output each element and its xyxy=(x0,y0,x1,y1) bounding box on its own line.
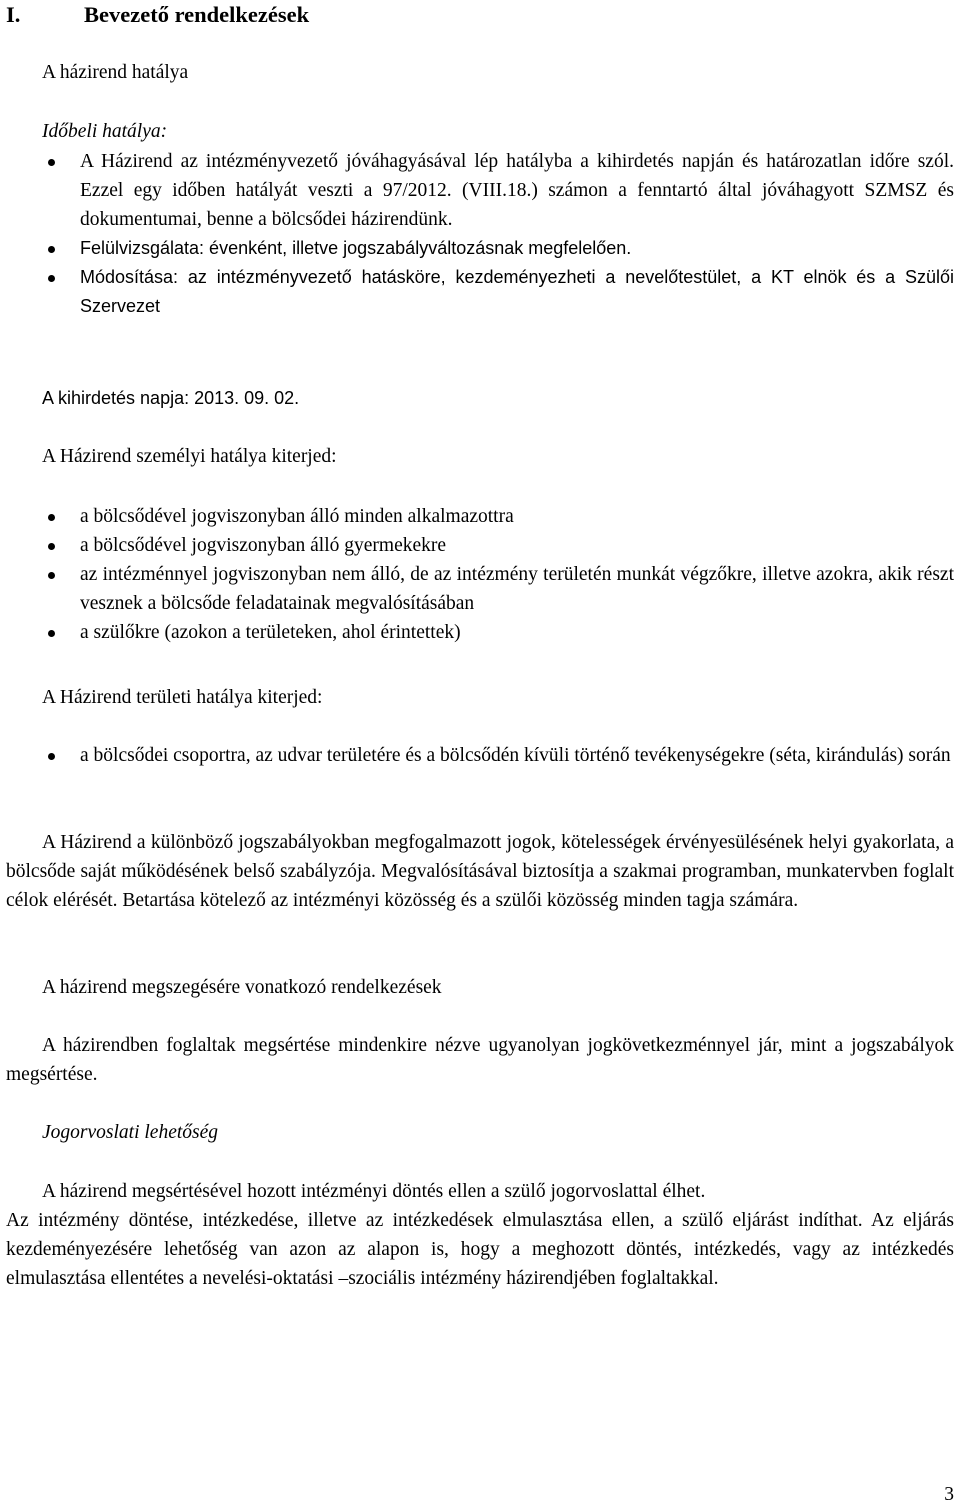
chapter-heading xyxy=(6,0,309,29)
personal-scope-list xyxy=(42,502,954,647)
purpose-paragraph: A Házirend a különböző jogszabályokban megfogalmazott jogok, kötelességek érvényesülésének helyi gyakorlata, a bölcsőde saját működésének belső szabályzója. Megvalósításával biztosítja a szakmai programban, munkatervben foglalt célok elérését. Betartása kötelező az intézményi közösség és a szülői közösség minden tagja számára. xyxy=(6,832,954,911)
list-item: a bölcsődével jogviszonyban álló gyermekekre xyxy=(42,531,954,560)
territorial-scope-label: A Házirend területi hatálya kiterjed: xyxy=(42,687,323,708)
territorial-scope-list xyxy=(42,741,954,770)
violation-text: A házirendben foglaltak megsértése mindenkire nézve ugyanolyan jogkövetkezménnyel jár, mint a jogszabályok megsértése. xyxy=(6,1035,954,1085)
time-scope-list xyxy=(42,147,954,321)
page-number: 3 xyxy=(944,1484,954,1505)
list-item: az intézménnyel jogviszonyban nem álló, de az intézmény területén munkát végzőkre, illetve azokra, akik részt vesznek a bölcsőde feladatainak megvalósításában xyxy=(42,560,954,618)
list-item: Felülvizsgálata: évenként, illetve jogszabályváltozásnak megfelelően. xyxy=(42,234,954,263)
list-item: a szülőkre (azokon a területeken, ahol érintettek) xyxy=(42,618,954,647)
list-item: Módosítása: az intézményvezető hatásköre, kezdeményezheti a nevelőtestület, a KT elnök és a Szülői Szervezet xyxy=(42,263,954,321)
list-item: a bölcsődével jogviszonyban álló minden alkalmazottra xyxy=(42,502,954,531)
remedy-text: Az intézmény döntése, intézkedése, illetve az intézkedések elmulasztása ellen, a szülő eljárást indíthat. Az eljárás kezdeményezésére lehetőség van azon az alapon is, hogy a meghozott döntés, intézkedés, vagy az intézkedés elmulasztása ellentétes a nevelési-oktatási –szociális intézmény házirendjében foglaltakkal. xyxy=(6,1210,954,1289)
remedy-line: A házirend megsértésével hozott intézményi döntés ellen a szülő jogorvoslattal élhet. xyxy=(42,1181,706,1202)
chapter-number: I. xyxy=(6,2,21,27)
list-item: a bölcsődei csoportra, az udvar területére és a bölcsődén kívüli történő tevékenységekre (séta, kirándulás) során xyxy=(42,741,954,770)
chapter-title: Bevezető rendelkezések xyxy=(84,2,310,27)
list-item: A Házirend az intézményvezető jóváhagyásával lép hatályba a kihirdetés napján és határozatlan időre szól. Ezzel egy időben hatályát veszti a 97/2012. (VIII.18.) számon a fenntartó által jóváhagyott SZMSZ és dokumentumai, benne a bölcsődei házirendünk. xyxy=(42,147,954,234)
violation-title: A házirend megszegésére vonatkozó rendelkezések xyxy=(42,977,442,998)
scope-title: A házirend hatálya xyxy=(42,62,189,83)
time-scope-label: Időbeli hatálya: xyxy=(42,121,168,142)
announcement-date: A kihirdetés napja: 2013. 09. 02. xyxy=(42,388,300,408)
personal-scope-label: A Házirend személyi hatálya kiterjed: xyxy=(42,446,337,467)
remedy-title: Jogorvoslati lehetőség xyxy=(42,1122,219,1143)
